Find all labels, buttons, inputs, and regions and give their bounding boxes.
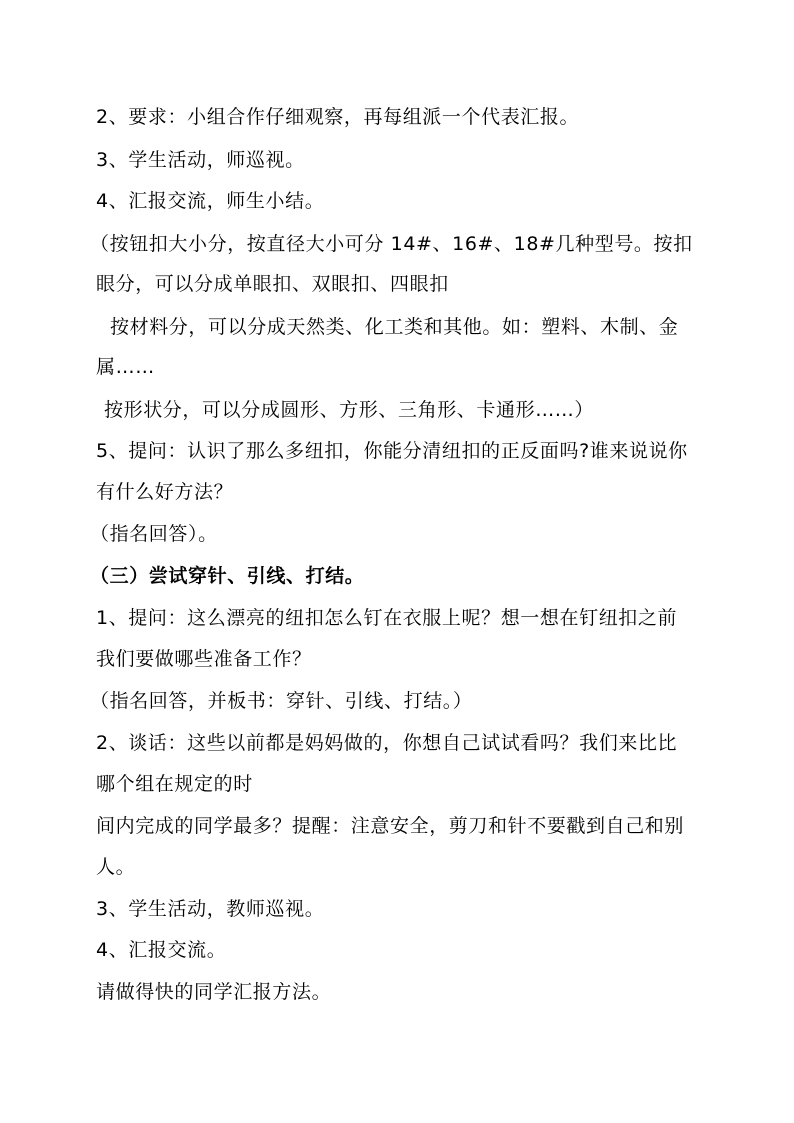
text-line-19: 人。 <box>96 856 136 878</box>
text-line-16: 2、谈话：这些以前都是妈妈做的，你想自己试试看吗？我们来比比 <box>96 732 678 754</box>
text-line-5: 眼分，可以分成单眼扣、双眼扣、四眼扣 <box>96 273 449 295</box>
text-line-20: 3、学生活动，教师巡视。 <box>96 898 325 920</box>
section-heading: （三）尝试穿针、引线、打结。 <box>90 565 365 587</box>
text-line-15: （指名回答，并板书：穿针、引线、打结。） <box>90 690 473 712</box>
text-line-9: 5、提问：认识了那么多纽扣，你能分清纽扣的正反面吗?谁来说说你 <box>96 440 688 462</box>
text-line-6: 按材料分，可以分成天然类、化工类和其他。如：塑料、木制、金 <box>110 316 679 338</box>
text-line-8: 按形状分，可以分成圆形、方形、三角形、卡通形……） <box>104 399 595 421</box>
text-line-22: 请做得快的同学汇报方法。 <box>96 981 332 1003</box>
text-line-11: （指名回答）。 <box>90 523 218 545</box>
text-line-3: 4、汇报交流，师生小结。 <box>96 190 325 212</box>
text-line-4: （按钮扣大小分，按直径大小可分 14#、16#、18#几种型号。按扣 <box>90 233 693 255</box>
text-line-17: 哪个组在规定的时 <box>96 773 253 795</box>
text-line-21: 4、汇报交流。 <box>96 939 227 961</box>
text-line-7: 属…… <box>96 356 155 378</box>
text-line-10: 有什么好方法？ <box>96 481 234 503</box>
text-line-2: 3、学生活动，师巡视。 <box>96 149 305 171</box>
text-line-1: 2、要求：小组合作仔细观察，再每组派一个代表汇报。 <box>96 106 580 128</box>
text-line-14: 我们要做哪些准备工作？ <box>96 648 312 670</box>
text-line-18: 间内完成的同学最多？提醒：注意安全，剪刀和针不要戳到自己和别 <box>96 815 685 837</box>
text-line-13: 1、提问：这么漂亮的纽扣怎么钉在衣服上呢？想一想在钉纽扣之前 <box>96 607 678 629</box>
